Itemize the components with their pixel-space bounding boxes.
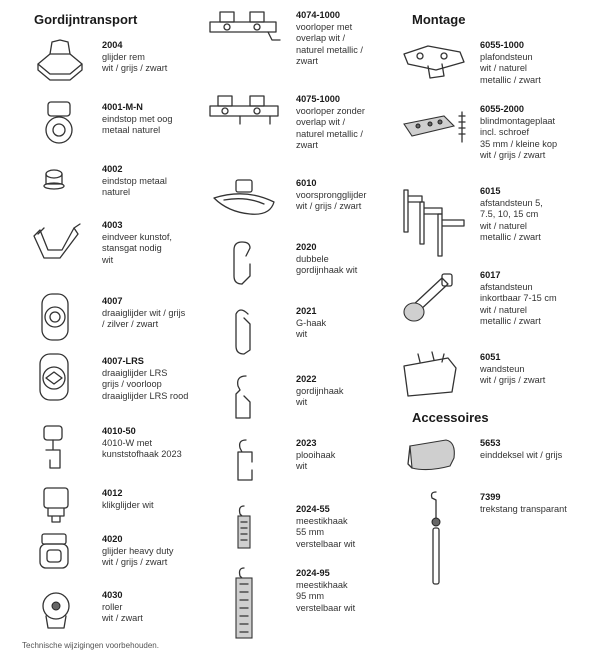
description: klikglijder wit xyxy=(102,499,154,510)
product-4007 xyxy=(30,290,220,350)
description: eindveer kunstof, stansgat nodig wit xyxy=(102,231,172,265)
code: 4020 xyxy=(102,534,123,544)
heading-accessoires: Accessoires xyxy=(412,410,489,425)
description: glijder rem wit / grijs / zwart xyxy=(102,51,168,74)
description: afstandsteun inkortbaar 7-15 cm wit / naturel metallic / zwart xyxy=(480,281,557,327)
product-4002 xyxy=(30,158,220,218)
product-2024-55 xyxy=(206,500,396,560)
code: 4003 xyxy=(102,220,123,230)
product-2023 xyxy=(206,436,396,496)
code: 4075-1000 xyxy=(296,94,340,104)
draw-rod-icon xyxy=(398,488,474,588)
product-6055-2000 xyxy=(398,104,588,164)
product-6051 xyxy=(398,346,588,406)
code: 4002 xyxy=(102,164,123,174)
end-cap-icon xyxy=(398,432,474,488)
description: 4010-W met kunststofhaak 2023 xyxy=(102,437,182,460)
curtain-hook-icon xyxy=(206,372,286,428)
product-4010 xyxy=(30,420,220,480)
product-2021 xyxy=(206,304,396,364)
description: glijder heavy duty wit / grijs / zwart xyxy=(102,545,174,568)
description: gordijnhaak wit xyxy=(296,385,344,408)
description: draaiglijder wit / grijs / zilver / zwart xyxy=(102,307,186,330)
product-6055-1000 xyxy=(398,36,588,96)
code: 6015 xyxy=(480,186,501,196)
product-4030 xyxy=(30,584,220,644)
code: 4012 xyxy=(102,488,123,498)
footer-note: Technische wijzigingen voorbehouden. xyxy=(22,641,159,650)
runner-no-overlap-icon xyxy=(206,92,286,148)
code: 4007-LRS xyxy=(102,356,144,366)
product-6017 xyxy=(398,266,588,326)
code: 4030 xyxy=(102,590,123,600)
description: dubbele gordijnhaak wit xyxy=(296,253,358,276)
code: 4074-1000 xyxy=(296,10,340,20)
code: 6055-1000 xyxy=(480,40,524,50)
pleat-hook-icon xyxy=(206,436,286,492)
description: plooihaak wit xyxy=(296,449,336,472)
wall-bracket-icon xyxy=(398,346,474,402)
heading-gordijntransport: Gordijntransport xyxy=(34,12,138,27)
code: 5653 xyxy=(480,438,501,448)
end-spring-icon xyxy=(30,214,90,270)
product-2022 xyxy=(206,372,396,432)
adjustable-bracket-icon xyxy=(398,266,474,330)
heading-montage: Montage xyxy=(412,12,466,27)
description: roller wit / zwart xyxy=(102,601,143,624)
description: einddeksel wit / grijs xyxy=(480,449,563,460)
product-2024-95 xyxy=(206,564,396,624)
description: voorloper met overlap wit / naturel metallic / zwart xyxy=(296,21,363,67)
code: 6010 xyxy=(296,178,317,188)
sew-hook-55-icon xyxy=(206,500,286,556)
description: G-haak wit xyxy=(296,317,327,340)
glider-hook-icon xyxy=(30,420,90,476)
g-hook-icon xyxy=(206,304,286,360)
code: 4007 xyxy=(102,296,123,306)
product-4020 xyxy=(30,528,220,588)
product-2004 xyxy=(30,34,220,94)
roller-icon xyxy=(30,584,90,640)
product-6010 xyxy=(206,176,396,236)
code: 4001-M-N xyxy=(102,102,143,112)
code: 6051 xyxy=(480,352,501,362)
swivel-glider-icon xyxy=(30,290,90,346)
distance-bracket-icon xyxy=(398,182,474,262)
glider-brake-icon xyxy=(30,34,90,90)
description: draaiglijder LRS grijs / voorloop draaiglijder LRS rood xyxy=(102,367,189,401)
description: wandsteun wit / grijs / zwart xyxy=(480,363,546,386)
heavy-duty-glider-icon xyxy=(30,528,90,584)
product-6015 xyxy=(398,182,588,242)
product-4003 xyxy=(30,214,220,274)
code: 2024-55 xyxy=(296,504,330,514)
description: eindstop met oog metaal naturel xyxy=(102,113,173,136)
product-4074 xyxy=(206,8,396,68)
description: blindmontageplaat incl. schroef 35 mm / kleine kop wit / grijs / zwart xyxy=(480,115,558,161)
code: 2023 xyxy=(296,438,317,448)
code: 2021 xyxy=(296,306,317,316)
ceiling-bracket-icon xyxy=(398,36,474,92)
product-7399 xyxy=(398,488,588,548)
endstop-eye-icon xyxy=(30,96,90,152)
product-5653 xyxy=(398,432,588,492)
code: 4010-50 xyxy=(102,426,136,436)
product-2020 xyxy=(206,236,396,296)
code: 6017 xyxy=(480,270,501,280)
code: 2022 xyxy=(296,374,317,384)
code: 2004 xyxy=(102,40,123,50)
product-4075 xyxy=(206,92,396,152)
description: voorsprongglijder wit / grijs / zwart xyxy=(296,189,367,212)
double-hook-icon xyxy=(206,236,286,292)
projection-glider-icon xyxy=(206,176,286,232)
code: 2020 xyxy=(296,242,317,252)
sew-hook-95-icon xyxy=(206,564,286,642)
description: voorloper zonder overlap wit / naturel metallic / zwart xyxy=(296,105,365,151)
description: meestikhaak 55 mm verstelbaar wit xyxy=(296,515,356,549)
product-4007-lrs xyxy=(30,350,220,410)
mounting-plate-icon xyxy=(398,104,474,160)
swivel-glider-lrs-icon xyxy=(30,350,90,406)
description: plafondsteun wit / naturel metallic / zwart xyxy=(480,51,541,85)
code: 6055-2000 xyxy=(480,104,524,114)
code: 7399 xyxy=(480,492,501,502)
description: meestikhaak 95 mm verstelbaar wit xyxy=(296,579,356,613)
description: afstandsteun 5, 7.5, 10, 15 cm wit / naturel metallic / zwart xyxy=(480,197,543,243)
description: eindstop metaal naturel xyxy=(102,175,167,198)
code: 2024-95 xyxy=(296,568,330,578)
runner-overlap-icon xyxy=(206,8,286,64)
product-4001 xyxy=(30,96,220,156)
endstop-metal-icon xyxy=(30,158,90,214)
description: trekstang transparant xyxy=(480,503,567,514)
